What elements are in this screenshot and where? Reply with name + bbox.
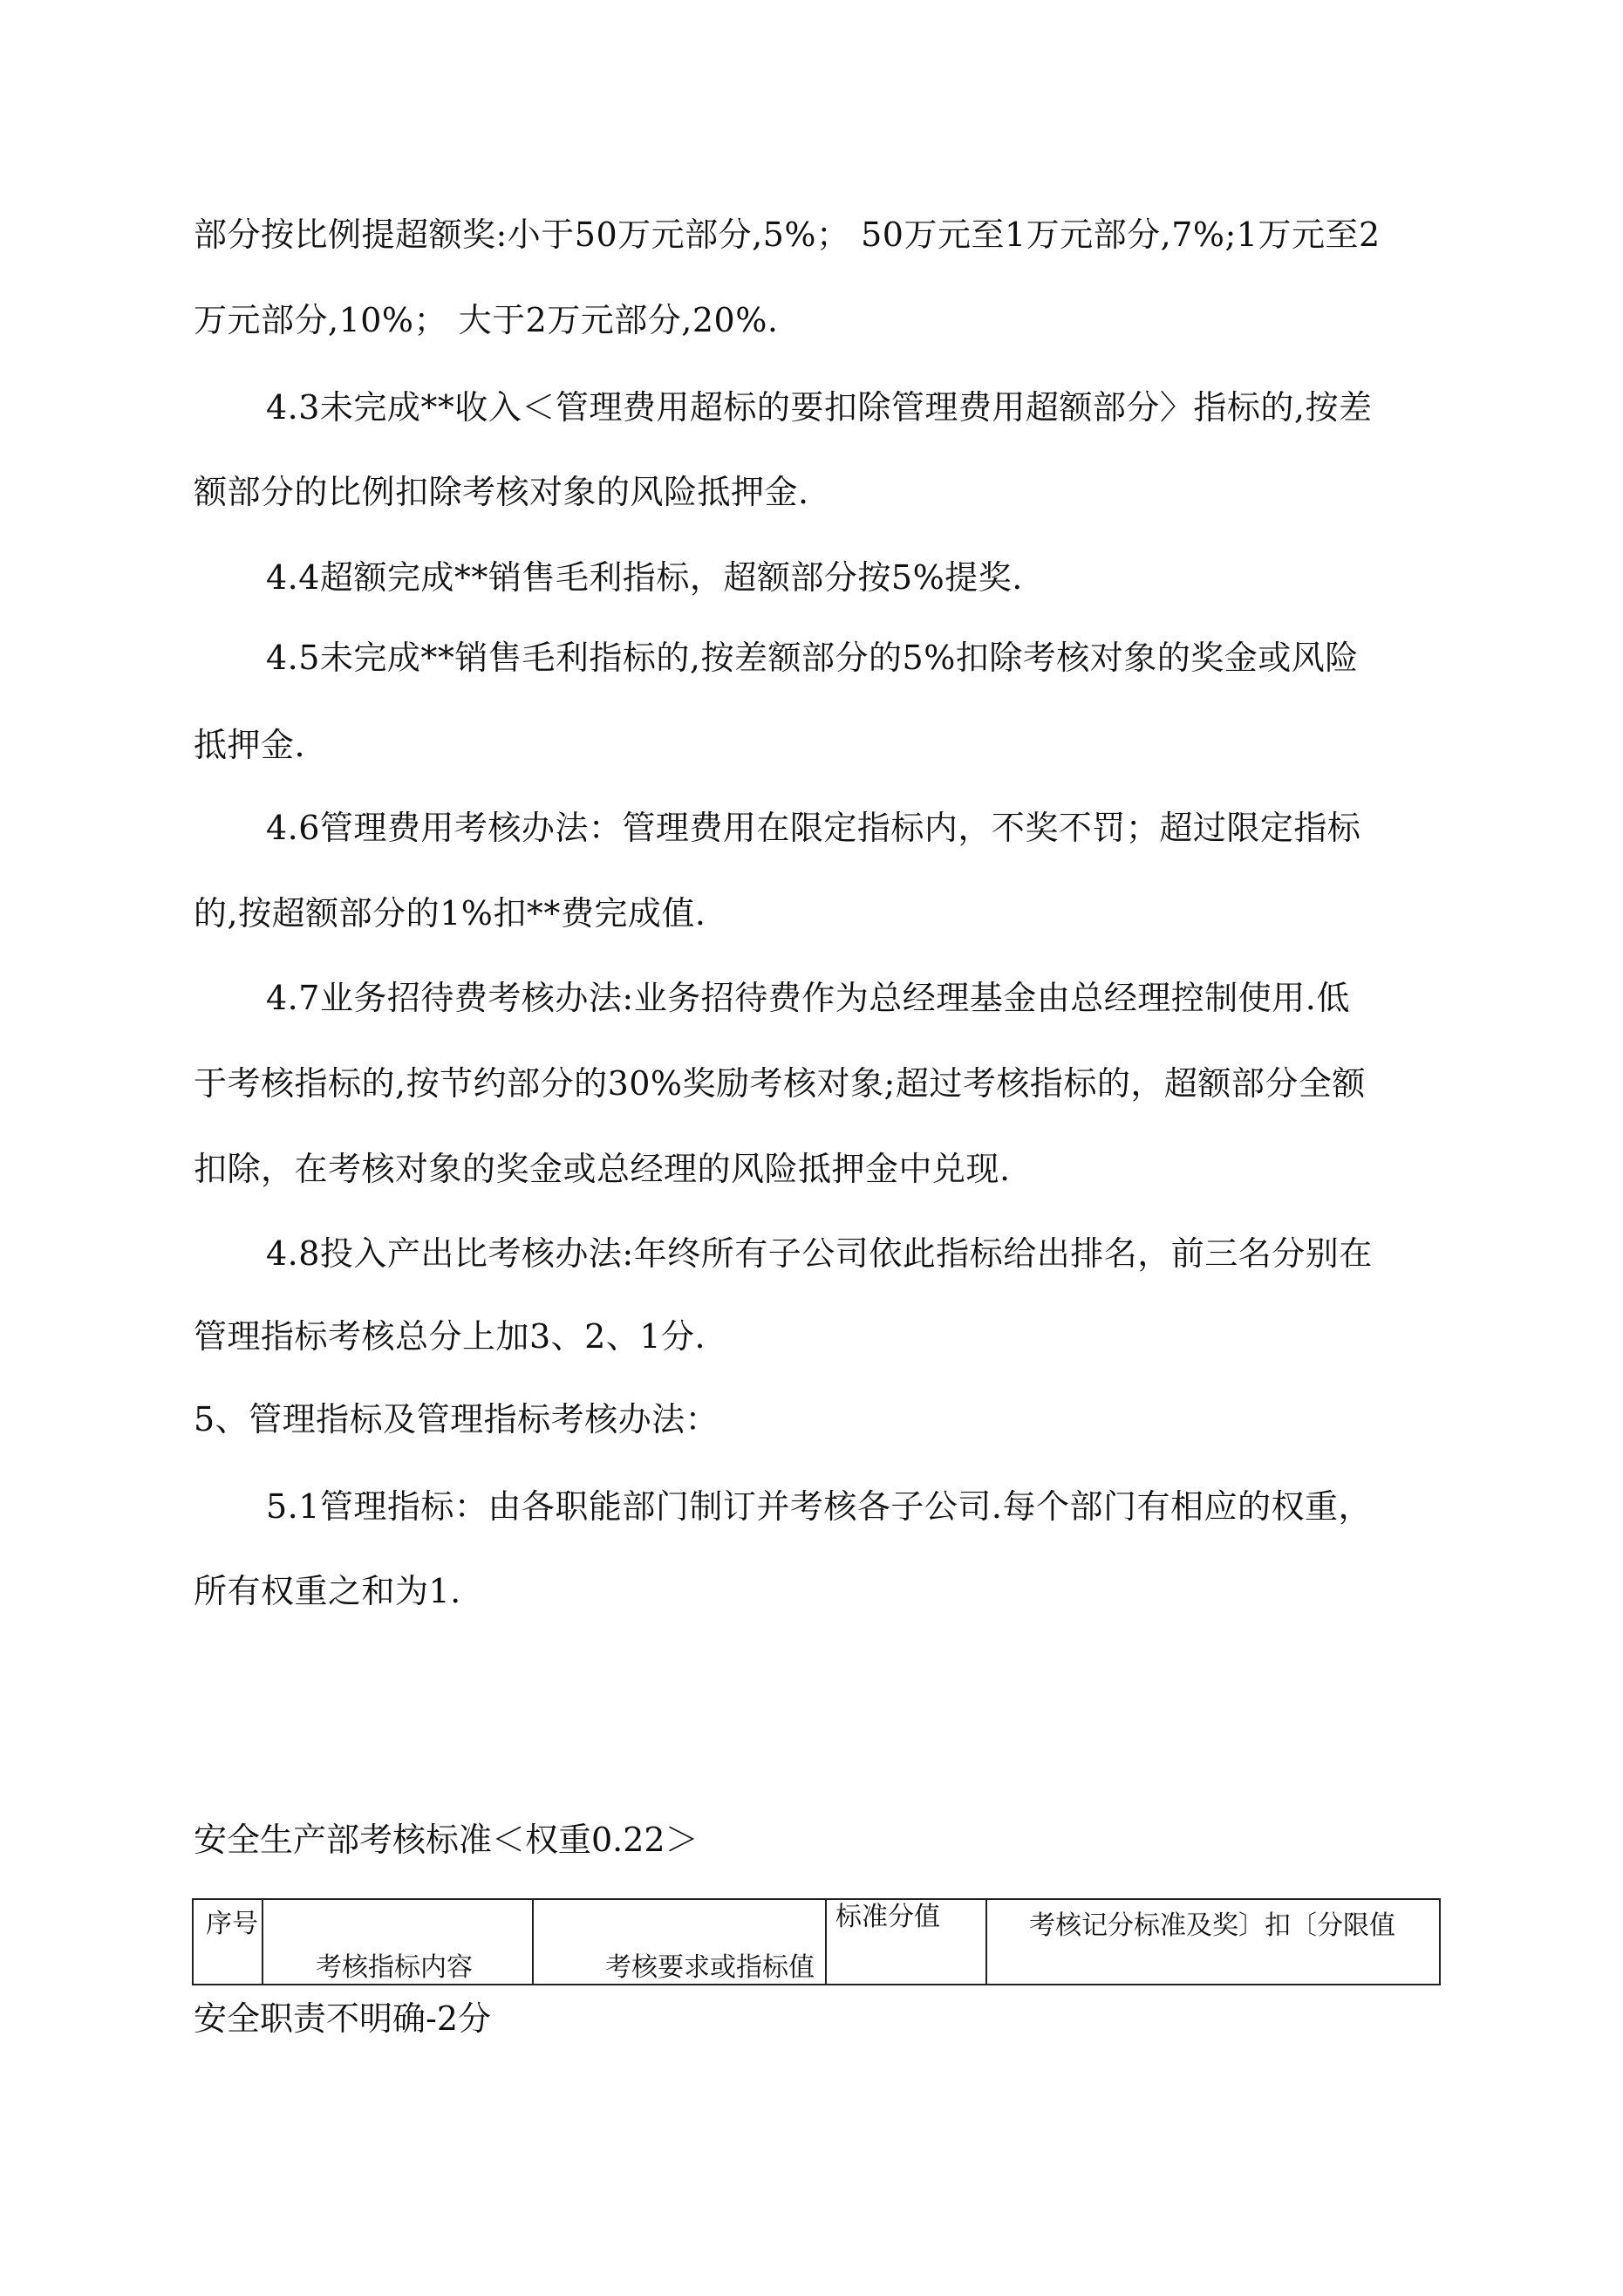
header-cell-requirement xyxy=(533,1899,826,1985)
header-label: 考核要求或指标值 xyxy=(605,1952,815,1983)
assessment-table xyxy=(192,1898,1441,1985)
table-header-row xyxy=(193,1899,1440,1985)
paragraph-line: 扣除，在考核对象的奖金或总经理的风险抵押金中兑现. xyxy=(194,1150,1011,1188)
paragraph-line: 4.8投入产出比考核办法:年终所有子公司依此指标给出排名，前三名分别在 xyxy=(266,1234,1373,1273)
paragraph-line: 万元部分,10%； 大于2万元部分,20%. xyxy=(194,301,779,339)
paragraph-line: 所有权重之和为1. xyxy=(194,1572,461,1610)
paragraph-line: 4.3未完成**收入＜管理费用超标的要扣除管理费用超额部分〉指标的,按差 xyxy=(266,388,1373,427)
paragraph-line: 额部分的比例扣除考核对象的风险抵押金. xyxy=(194,473,809,511)
paragraph-line: 4.6管理费用考核办法：管理费用在限定指标内，不奖不罚；超过限定指标 xyxy=(266,809,1361,847)
header-label: 序号 xyxy=(206,1909,258,1939)
header-cell-scoring-standard xyxy=(986,1899,1440,1985)
paragraph-line: 部分按比例提超额奖:小于50万元部分,5%； 50万元至1万元部分,7%;1万元至2 xyxy=(194,215,1381,254)
paragraph-line: 的,按超额部分的1%扣**费完成值. xyxy=(194,894,706,933)
table-title: 安全生产部考核标准＜权重0.22＞ xyxy=(194,1821,699,1859)
paragraph-line: 于考核指标的,按节约部分的30%奖励考核对象;超过考核指标的，超额部分全额 xyxy=(194,1064,1366,1103)
paragraph-line: 5.1管理指标：由各职能部门制订并考核各子公司.每个部门有相应的权重， xyxy=(266,1487,1373,1526)
section-heading: 5、管理指标及管理指标考核办法： xyxy=(194,1400,719,1438)
header-label: 考核记分标准及奖〕扣〔分限值 xyxy=(1029,1910,1395,1941)
header-cell-score xyxy=(826,1899,986,1985)
paragraph-line: 管理指标考核总分上加3、2、1分. xyxy=(194,1317,706,1356)
paragraph-line: 抵押金. xyxy=(194,726,306,764)
paragraph-line: 4.5未完成**销售毛利指标的,按差额部分的5%扣除考核对象的奖金或风险 xyxy=(266,639,1359,677)
header-label: 考核指标内容 xyxy=(316,1952,473,1983)
header-cell-content xyxy=(263,1899,533,1985)
paragraph-line: 4.4超额完成**销售毛利指标，超额部分按5%提奖. xyxy=(266,558,1023,597)
table-body-text: 安全职责不明确-2分 xyxy=(194,1999,492,2038)
header-cell-index xyxy=(193,1899,263,1985)
header-label: 标准分值 xyxy=(835,1902,940,1932)
paragraph-line: 4.7业务招待费考核办法:业务招待费作为总经理基金由总经理控制使用.低 xyxy=(266,979,1350,1017)
